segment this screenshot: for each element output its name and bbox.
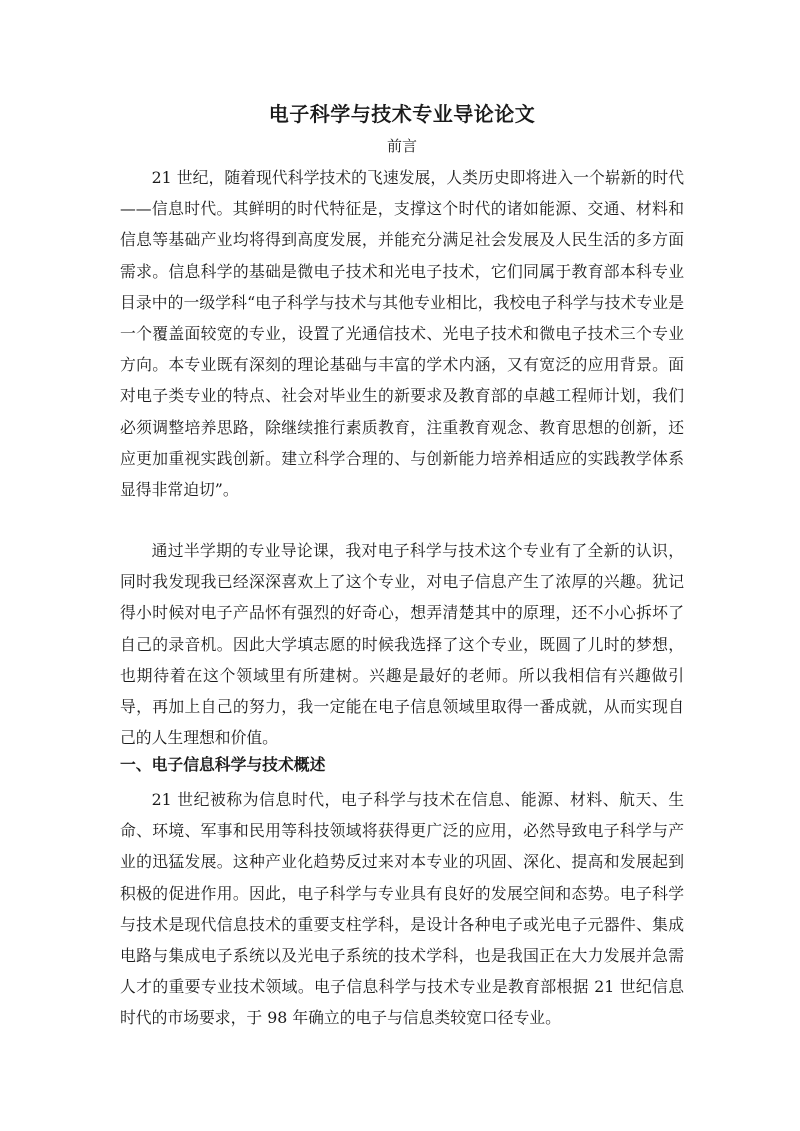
preface-heading: 前言 <box>386 137 417 155</box>
paragraph-personal: 通过半学期的专业导论课，我对电子科学与技术这个专业有了全新的认识，同时我发现我已经深深喜欢上了这个专业，对电子信息产生了浓厚的兴趣。犹记得小时候对电子产品怀有强烈的好奇心，想弄清楚其中的原理，还不小心拆坏了自己的录音机。因此大学填志愿的时候我选择了这个专业，既圆了儿时的梦想，也期待着在这个领域里有所建树。兴趣是最好的老师。所以我相信有兴趣做引导，再加上自己的努力，我一定能在电子信息领域里取得一番成就，从而实现自己的人生理想和价值。 <box>120 541 684 748</box>
document-title: 电子科学与技术专业导论论文 <box>268 102 536 126</box>
paragraph-overview: 21 世纪被称为信息时代，电子科学与技术在信息、能源、材料、航天、生命、环境、军事和民用等科技领域将获得更广泛的应用，必然导致电子科学与产业的迅猛发展。这种产业化趋势反过来对本专业的巩固、深化、提高和发展起到积极的促进作用。因此，电子科学与专业具有良好的发展空间和态势。电子科学与技术是现代信息技术的重要支柱学科，是设计各种电子或光电子元器件、集成电路与集成电子系统以及光电子系统的技术学科，也是我国正在大力发展并急需人才的重要专业技术领域。电子信息科学与技术专业是教育部根据 21 世纪信息时代的市场要求，于 98 年确立的电子与信息类较宽口径专业。 <box>120 790 684 1028</box>
paragraph-intro: 21 世纪，随着现代科学技术的飞速发展，人类历史即将进入一个崭新的时代——信息时代。其鲜明的时代特征是，支撑这个时代的诸如能源、交通、材料和信息等基础产业均将得到高度发展，并能充分满足社会发展及人民生活的多方面需求。信息科学的基础是微电子技术和光电子技术，它们同属于教育部本科专业目录中的一级学科“电子科学与技术与其他专业相比，我校电子科学与技术专业是一个覆盖面较宽的专业，设置了光通信技术、光电子技术和微电子技术三个专业方向。本专业既有深刻的理论基础与丰富的学术内涵，又有宽泛的应用背景。面对电子类专业的特点、社会对毕业生的新要求及教育部的卓越工程师计划，我们必须调整培养思路，除继续推行素质教育，注重教育观念、教育思想的创新，还应更加重视实践创新。建立科学合理的、与创新能力培养相适应的实践教学体系显得非常迫切”。 <box>120 168 684 500</box>
section-heading: 一、电子信息科学与技术概述 <box>120 755 326 774</box>
document-page <box>120 0 684 1131</box>
